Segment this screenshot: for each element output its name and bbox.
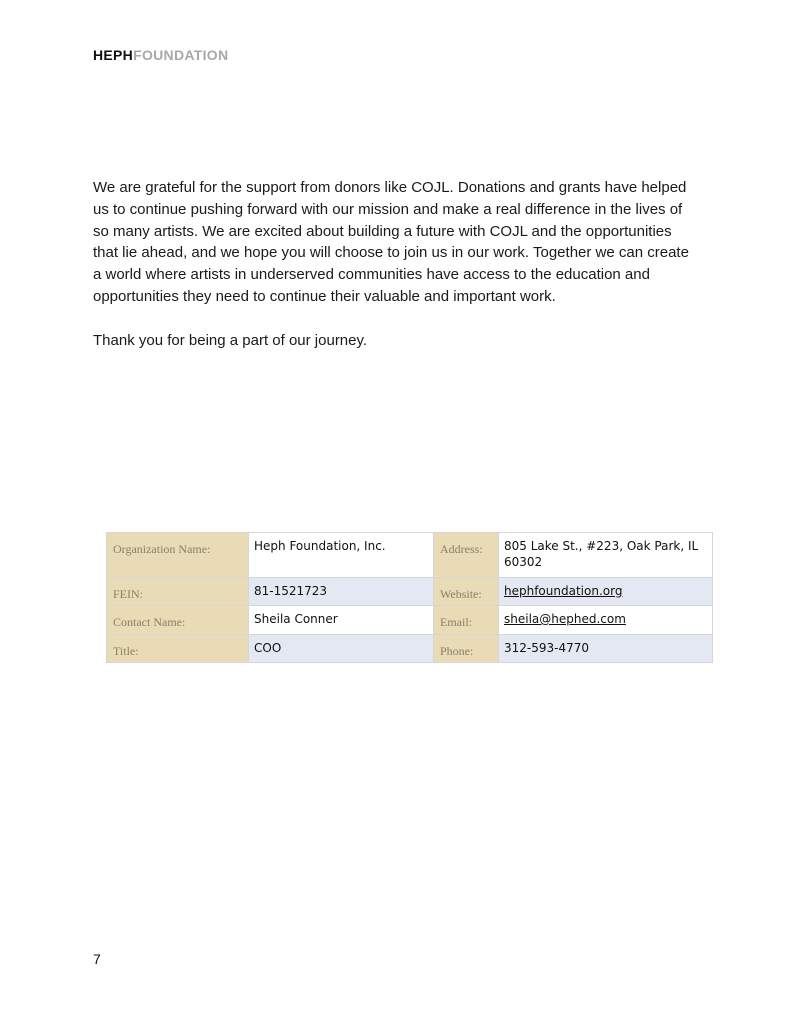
fein-label: FEIN: [107,578,249,606]
fein-value: 81-1521723 [249,578,434,606]
address-value: 805 Lake St., #223, Oak Park, IL 60302 [499,533,713,578]
contact-name-value: Sheila Conner [249,606,434,635]
title-label: Title: [107,635,249,663]
email-value[interactable] [499,606,713,635]
website-value[interactable] [499,578,713,606]
title-value: COO [249,635,434,663]
phone-label: Phone: [434,635,499,663]
contact-name-label: Contact Name: [107,606,249,635]
organization-info-table [106,532,713,663]
page-number: 7 [93,951,101,967]
email-label: Email: [434,606,499,635]
org-name-value: Heph Foundation, Inc. [249,533,434,578]
logo-foundation: FOUNDATION [133,47,229,63]
table-row [107,635,713,663]
table-row [107,606,713,635]
letter-body [93,177,699,351]
org-name-label: Organization Name: [107,533,249,578]
phone-value: 312-593-4770 [499,635,713,663]
email-link[interactable]: sheila@hephed.com [504,612,626,626]
address-label: Address: [434,533,499,578]
website-label: Website: [434,578,499,606]
table-row [107,533,713,578]
paragraph-gratitude: We are grateful for the support from donors like COJL. Donations and grants have helped us to continue pushing forward with our mission and make a real difference in the lives of so many artists. We are excited about building a future with COJL and the opportunities that lie ahead, and we hope you will choose to join us in our work. Together we can create a world where artists in underserved communities have access to the education and opportunities they need to continue their valuable and important work. [93,179,689,305]
paragraph-thank-you: Thank you for being a part of our journey. [93,331,368,349]
logo-heph: HEPH [93,47,134,63]
heph-foundation-logo [93,47,228,63]
website-link[interactable]: hephfoundation.org [504,584,623,598]
table-row [107,578,713,606]
